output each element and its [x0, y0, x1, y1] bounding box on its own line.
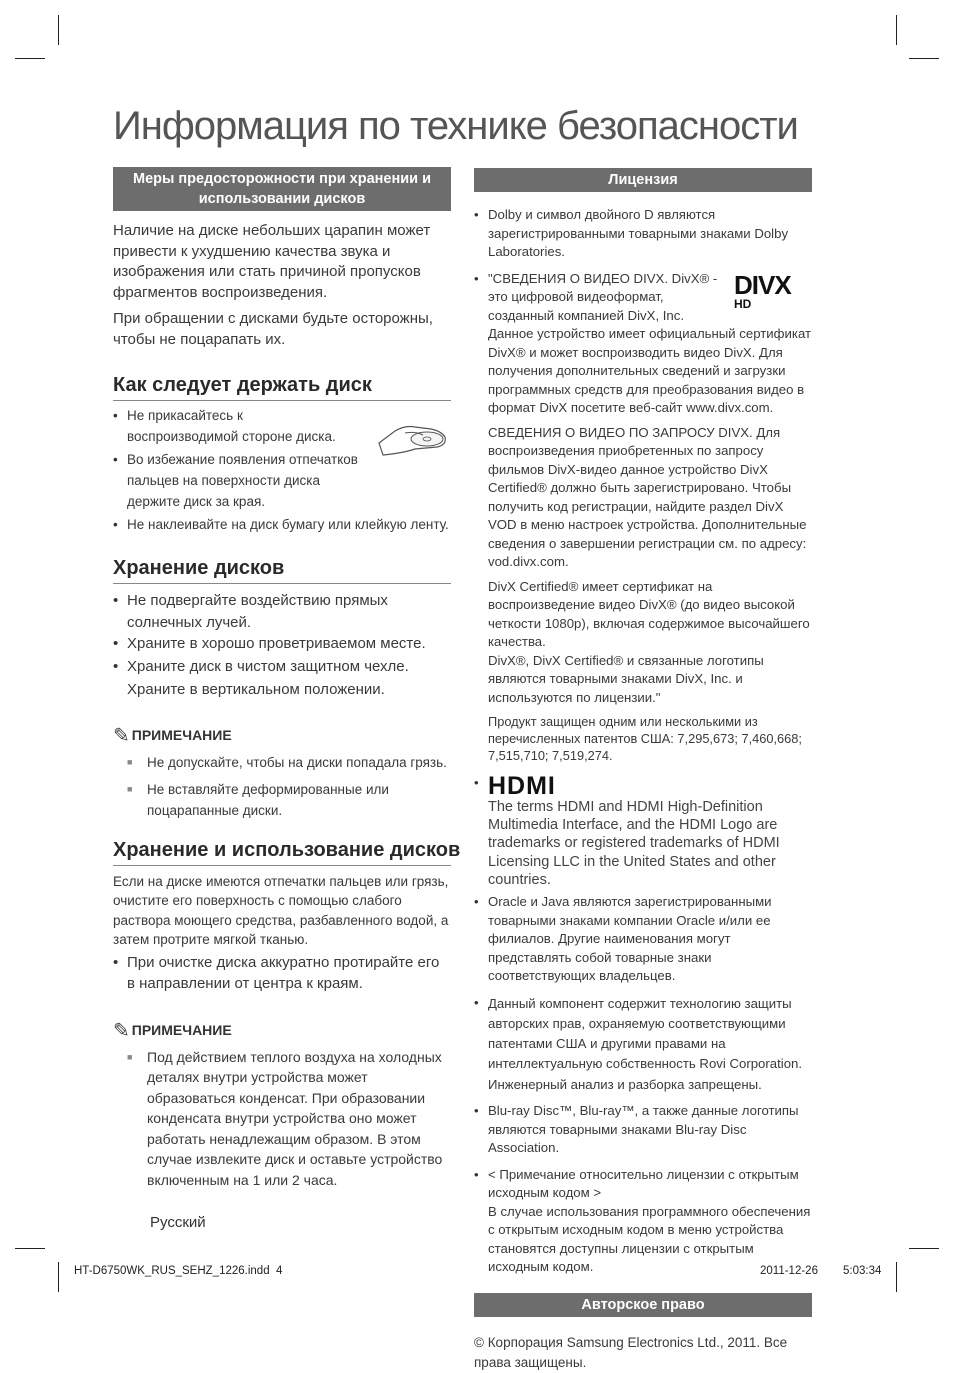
slug-file-name: HT-D6750WK_RUS_SEHZ_1226.indd: [74, 1265, 270, 1277]
crop-mark: [896, 1262, 897, 1292]
list-item: [474, 994, 812, 1095]
copyright-text: © Корпорация Samsung Electronics Ltd., 2011. Все права защищены.: [474, 1334, 788, 1370]
list-item: • Не подвергайте воздействию прямых солнечных лучей.: [113, 590, 451, 633]
crop-mark: [15, 1248, 45, 1249]
hdmi-logo-row: [488, 774, 812, 796]
license-list: [474, 206, 812, 1277]
handling-list: [113, 952, 451, 994]
list-item: [474, 774, 812, 889]
divx-paragraph-4: DivX®, DivX Certified® и связанные логотипы являются товарными знаками DivX, Inc. и используются по лицензии.": [488, 652, 764, 705]
note-list-1: [113, 752, 451, 821]
care-paragraph-1: Наличие на диске небольших царапин может привести к ухудшению качества звука и изображения или стать причиной пропусков фрагментов воспроизведения.: [113, 222, 431, 301]
list-item: [474, 270, 812, 765]
hdmi-logo: [488, 774, 600, 796]
divx-paragraph-1: "СВЕДЕНИЯ О ВИДЕО DIVX. DivX® - это цифровой видеоформат, созданный компанией DivX, Inc. Данное устройство имеет официальный сертификат DivX® и может воспроизводить видео DivX. Для получения дополнительных сведений и загрузки программных средств для преобразования видео в формат DivX посетите веб-сайт www.divx.com.: [488, 270, 812, 415]
list-item: • Во избежание появления отпечатков пальцев на поверхности диска держите диск за края.: [113, 449, 451, 512]
opensource-title: • < Примечание относительно лицензии с открытым исходным кодом >: [488, 1166, 799, 1201]
storage-list: [113, 590, 451, 701]
list-item: • Не наклеивайте на диск бумагу или клейкую ленту.: [113, 514, 451, 535]
slug-file: [74, 1265, 282, 1277]
section-title-storage: Хранение дисков: [113, 557, 451, 584]
list-item: • Храните диск в чистом защитном чехле. Храните в вертикальном положении.: [113, 655, 451, 701]
svg-text:HD: HD: [734, 296, 752, 310]
list-item: • Dolby и символ двойного D являются зарегистрированными товарными знаками Dolby Laboratories.: [474, 206, 812, 262]
section-header-license: Лицензия: [474, 168, 812, 192]
list-item: ■ Не вставляйте деформированные или поцарапанные диски.: [113, 779, 451, 821]
svg-text:DIVX: • DIVX: [734, 269, 791, 300]
holding-list: [113, 405, 451, 535]
list-item: ■ Не допускайте, чтобы на диски попадала грязь.: [113, 752, 451, 773]
crop-mark: [909, 58, 939, 59]
right-column: [474, 168, 812, 1373]
divx-paragraph-3: DivX Certified® имеет сертификат на воспроизведение видео DivX® (до видео высокой четкости 1080p), включая содержимое высочайшего качества.: [488, 578, 810, 649]
pencil-note-icon: ✎: [113, 724, 130, 747]
page-title: Информация по технике безопасности: [113, 104, 798, 148]
holding-block: [113, 405, 451, 535]
crop-mark: [909, 1248, 939, 1249]
crop-mark: [58, 15, 59, 45]
rovi-text: Данный компонент содержит технологию защиты авторских прав, охраняемую соответствующими патентами США и другими правами на интеллектуальную собственность Rovi Corporation.: [488, 995, 803, 1071]
slug-page: 4: [276, 1265, 283, 1277]
divx-hd-logo: [732, 270, 812, 310]
opensource-text: В случае использования программного обеспечения с открытым исходным кодом в меню устройства становятся доступны лицензии с открытым исходным кодом.: [488, 1203, 811, 1275]
crop-mark: [896, 15, 897, 45]
list-item: [474, 1166, 812, 1277]
list-item: ■ Под действием теплого воздуха на холодных деталях внутри устройства может образоваться конденсат. При образовании конденсата внутри устройства оно может работать ненадлежащим образом. В этом случае извлеките диск и оставьте устройство включенным на 1 или 2 часа.: [113, 1047, 451, 1191]
note-label: ПРИМЕЧАНИЕ: [131, 1022, 232, 1038]
divx-paragraph-5: Продукт защищен одним или несколькими из перечисленных патентов США: 7,295,673; 7,460,668; 7,515,710; 7,519,274.: [488, 714, 802, 763]
list-item: • При очистке диска аккуратно протирайте его в направлении от центра к краям.: [113, 952, 451, 994]
list-item: • Не прикасайтесь к воспроизводимой стороне диска.: [113, 405, 451, 447]
section-title-holding: Как следует держать диск: [113, 374, 451, 401]
list-item: • Blu-ray Disc™, Blu-ray™, а также данные логотипы являются товарными знаками Blu-ray Disc Association.: [474, 1102, 812, 1158]
left-column: [113, 167, 461, 1190]
crop-mark: [15, 58, 45, 59]
note-label: ПРИМЕЧАНИЕ: [131, 727, 232, 743]
note-heading: [113, 723, 451, 748]
section-header-copyright: Авторское право: [474, 1293, 812, 1317]
list-item: • Oracle и Java являются зарегистрированными товарными знаками компании Oracle и/или ее филиалов. Другие наименования могут представлять собой товарные знаки соответствующих владельцев.: [474, 893, 812, 986]
divx-paragraph-2: СВЕДЕНИЯ О ВИДЕО ПО ЗАПРОСУ DIVX. Для воспроизведения приобретенных по запросу фильмов DivX-видео данное устройство DivX Certified® должно быть зарегистрировано. Чтобы получить код регистрации, найдите раздел DivX VOD в меню настроек устройства. Дополнительные сведения о завершении регистрации см. по адресу: vod.divx.com.: [488, 424, 807, 569]
note-list-2: [113, 1047, 451, 1191]
footer-language: Русский: [150, 1214, 206, 1231]
rovi-text-2: Инженерный анализ и разборка запрещены.: [488, 1076, 762, 1092]
handling-paragraph: Если на диске имеются отпечатки пальцев или грязь, очистите его поверхность с помощью слабого раствора моющего средства, разбавленного водой, а затем протрите мягкой тканью.: [113, 873, 449, 947]
svg-text:HDMI: • HDMI: [488, 774, 556, 796]
section-header-disc-care: Меры предосторожности при хранении и использовании дисков: [113, 167, 451, 211]
slug-date: 2011-12-26: [760, 1265, 818, 1277]
section-title-handling: Хранение и использование дисков: [113, 839, 451, 866]
hdmi-text: The terms HDMI and HDMI High-Definition Multimedia Interface, and the HDMI Logo are trademarks or registered trademarks of HDMI Licensing LLC in the United States and other countries.: [488, 799, 780, 888]
care-paragraph-2: При обращении с дисками будьте осторожны, чтобы не поцарапать их.: [113, 310, 433, 348]
slug-time: 5:03:34: [843, 1265, 882, 1277]
crop-mark: [58, 1262, 59, 1292]
note-heading: [113, 1018, 451, 1043]
list-item: • Храните в хорошо проветриваемом месте.: [113, 633, 451, 655]
pencil-note-icon: ✎: [113, 1019, 130, 1042]
